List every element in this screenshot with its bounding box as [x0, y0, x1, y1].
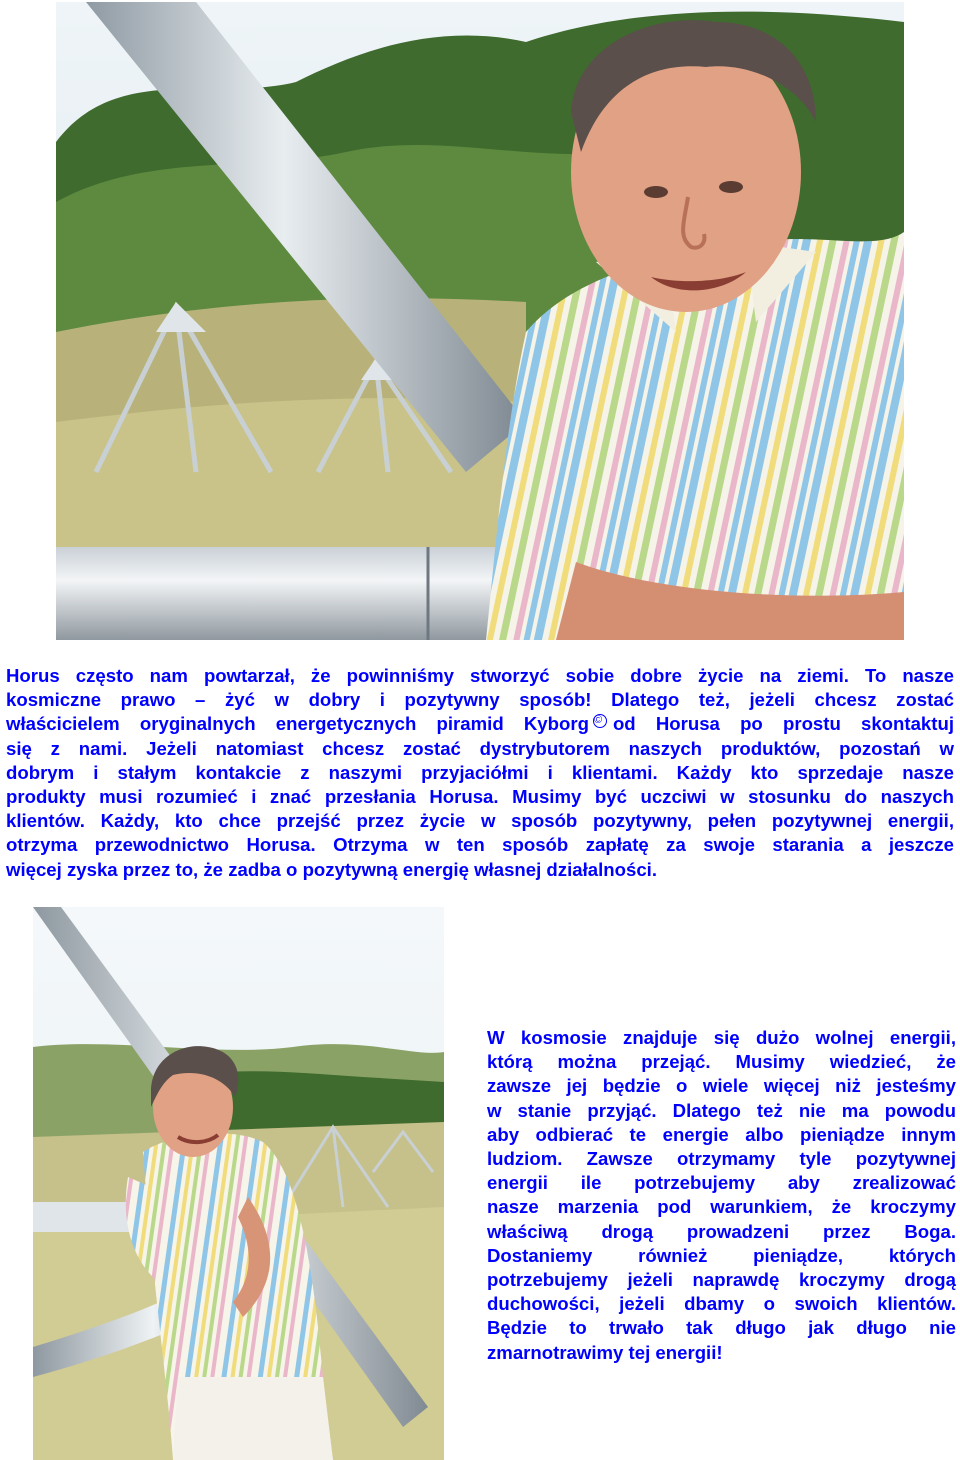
cosmos-line-2: którą można przejąć. Musimy wiedzieć, że: [487, 1051, 956, 1073]
intro-line-3b: od Horusa po prostu skontaktuj: [612, 713, 954, 735]
cosmos-line-4: w stanie przyjąć. Dlatego też nie ma powodu: [487, 1099, 956, 1121]
cosmos-line-13: Będzie to trwało tak długo jak długo nie: [487, 1317, 956, 1339]
photo-man-leaning: [33, 907, 444, 1460]
cosmos-line-10: Dostaniemy również pieniądze, których: [487, 1244, 956, 1266]
cosmos-line-6: ludziom. Zawsze otrzymamy tyle pozytywnej: [487, 1148, 956, 1170]
intro-paragraph: [6, 664, 954, 882]
cosmos-line-8: nasze marzenia pod warunkiem, że kroczymy: [487, 1196, 956, 1218]
intro-line-9: więcej zyska przez to, że zadba o pozytywną energię własnej działalności.: [6, 858, 657, 880]
intro-line-6: produkty musi rozumieć i znać przesłania Horusa. Musimy być uczciwi w stosunku do naszych: [6, 786, 954, 808]
intro-line-5: dobrym i stałym kontakcie z naszymi przyjaciółmi i klientami. Każdy kto sprzedaje nasze: [6, 761, 954, 783]
man-leaning-on-pipe-icon: [33, 907, 444, 1460]
cosmos-line-3: zawsze jej będzie o wiele więcej niż jesteśmy: [487, 1075, 956, 1097]
intro-line-7: klientów. Każdy, kto chce przejść przez życie w sposób pozytywny, pełen pozytywnej energii,: [6, 810, 954, 832]
cosmos-line-5: aby odbierać te energie albo pieniądze innym: [487, 1123, 956, 1145]
cosmos-line-12: duchowości, jeżeli dbamy o swoich klientów.: [487, 1293, 956, 1315]
cosmos-line-14: zmarnotrawimy tej energii!: [487, 1341, 723, 1363]
intro-line-1: Horus często nam powtarzał, że powinniśmy stworzyć sobie dobre życie na ziemi. To nasze: [6, 665, 954, 686]
intro-line-8: otrzyma przewodnictwo Horusa. Otrzyma w ten sposób zapłatę za swoje starania a jeszcze: [6, 834, 954, 856]
cosmos-line-7: energii ile potrzebujemy aby zrealizować: [487, 1172, 956, 1194]
intro-line-3: [6, 712, 954, 736]
copyright-mark: ©: [593, 714, 607, 728]
man-with-pyramids-icon: [56, 2, 904, 640]
intro-line-2: kosmiczne prawo – żyć w dobry i pozytywny sposób! Dlatego też, jeżeli chcesz zostać: [6, 689, 954, 711]
cosmos-line-9: właściwą drogą prowadzeni przez Boga.: [487, 1220, 956, 1242]
intro-line-4: się z nami. Jeżeli natomiast chcesz zostać dystrybutorem naszych produktów, pozostań w: [6, 737, 954, 759]
cosmos-line-11: potrzebujemy jeżeli naprawdę kroczymy drogą: [487, 1269, 956, 1291]
photo-man-with-pyramids: [56, 2, 904, 640]
intro-line-3a: właścicielem oryginalnych energetycznych piramid Kyborg: [6, 713, 589, 735]
cosmos-line-1: W kosmosie znajduje się dużo wolnej energii,: [487, 1027, 956, 1048]
cosmos-paragraph: [487, 1026, 956, 1365]
